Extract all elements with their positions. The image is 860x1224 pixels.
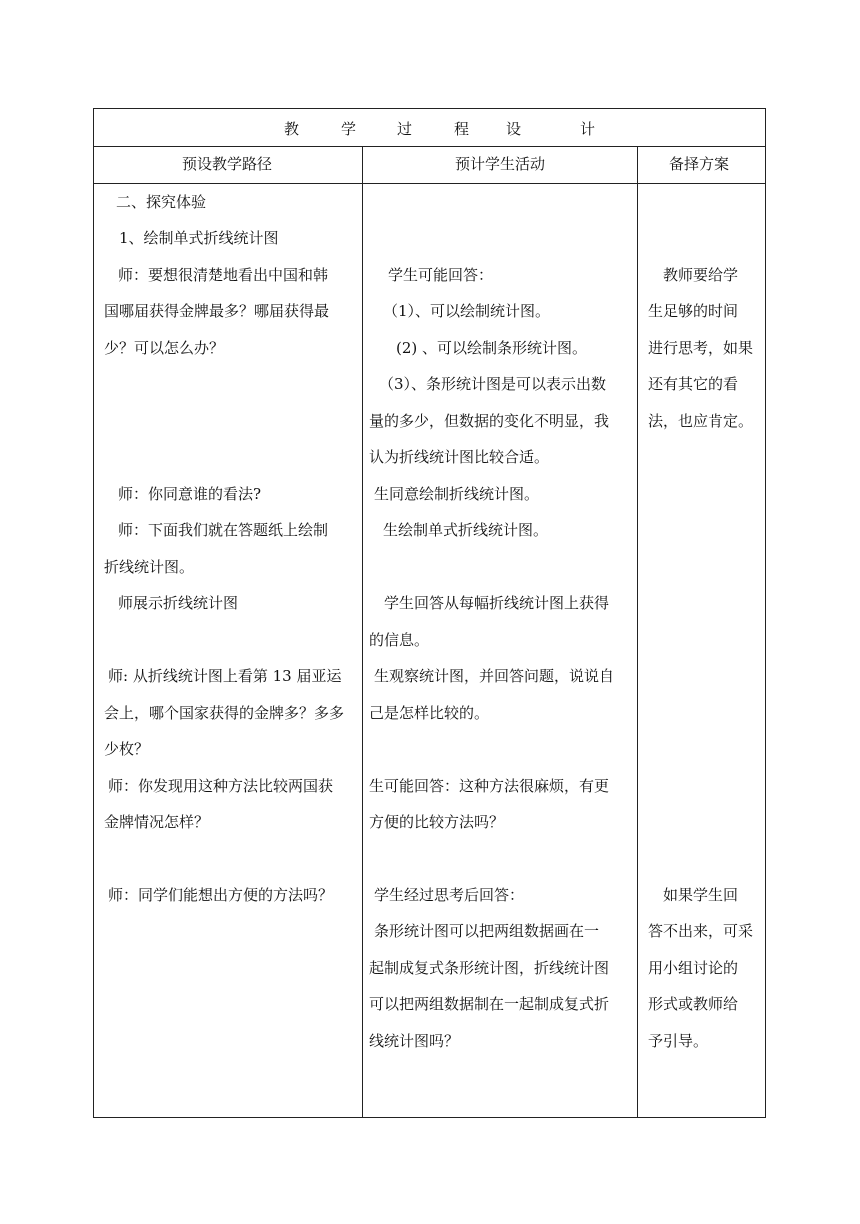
text-line: 形式或教师给: [648, 995, 739, 1013]
text-line: 生绘制单式折线统计图。: [383, 521, 549, 539]
text-line: 生同意绘制折线统计图。: [374, 485, 540, 503]
column-divider-2: [637, 146, 638, 1118]
text-line: 师：下面我们就在答题纸上绘制: [118, 521, 329, 539]
title-row-divider: [93, 146, 766, 147]
title-char: 设: [506, 120, 522, 138]
text-line: 教师要给学: [663, 266, 739, 284]
text-line: 生观察统计图，并回答问题，说说自: [374, 667, 615, 685]
text-line: 少？可以怎么办？: [104, 339, 225, 357]
header-teaching-path: 预设教学路径: [182, 155, 273, 173]
header-student-activity: 预计学生活动: [455, 155, 546, 173]
text-line: (2) 、可以绘制条形统计图。: [396, 339, 588, 357]
text-line: 少枚？: [104, 740, 150, 758]
text-line: 予引导。: [648, 1032, 709, 1050]
text-line: 学生经过思考后回答：: [374, 886, 525, 904]
table-border-bottom: [93, 1117, 766, 1118]
text-line: 答不出来，可采: [648, 922, 754, 940]
title-char: 计: [580, 120, 596, 138]
text-line: 还有其它的看: [648, 375, 739, 393]
text-line: 会上，哪个国家获得的金牌多？多多: [104, 704, 345, 722]
text-line: 生足够的时间: [648, 302, 739, 320]
text-line: （3）、条形统计图是可以表示出数: [379, 375, 607, 393]
text-line: 起制成复式条形统计图，折线统计图: [369, 959, 610, 977]
text-line: 师: 从折线统计图上看第 13 届亚运: [108, 667, 342, 685]
text-line: 法，也应肯定。: [648, 412, 754, 430]
header-alternative-plan: 备择方案: [669, 155, 730, 173]
table-border-left: [93, 108, 94, 1118]
text-line: 师：要想很清楚地看出中国和韩: [118, 266, 329, 284]
text-line: 金牌情况怎样？: [104, 813, 210, 831]
text-line: 学生回答从每幅折线统计图上获得: [384, 594, 610, 612]
text-line: 的信息。: [369, 631, 430, 649]
text-line: 折线统计图。: [104, 558, 195, 576]
title-char: 学: [341, 120, 357, 138]
text-line: 二、探究体验: [116, 193, 207, 211]
text-line: 师展示折线统计图: [118, 594, 239, 612]
text-line: 方便的比较方法吗？: [369, 813, 505, 831]
title-char: 教: [284, 120, 300, 138]
text-line: 1、绘制单式折线统计图: [119, 229, 279, 247]
title-char: 过: [397, 120, 413, 138]
text-line: 师：你发现用这种方法比较两国获: [108, 777, 334, 795]
text-line: 条形统计图可以把两组数据画在一: [374, 922, 600, 940]
text-line: 如果学生回: [663, 886, 739, 904]
text-line: 可以把两组数据制在一起制成复式折: [369, 995, 610, 1013]
text-line: （1）、可以绘制统计图。: [383, 302, 551, 320]
header-row-divider: [93, 183, 766, 184]
text-line: 量的多少，但数据的变化不明显，我: [369, 412, 610, 430]
column-divider-1: [362, 146, 363, 1118]
text-line: 用小组讨论的: [648, 959, 739, 977]
text-line: 进行思考，如果: [648, 339, 754, 357]
text-line: 己是怎样比较的。: [369, 704, 490, 722]
text-line: 学生可能回答：: [388, 266, 494, 284]
text-line: 师：同学们能想出方便的方法吗？: [108, 886, 334, 904]
text-line: 师：你同意谁的看法?: [118, 485, 262, 503]
title-char: 程: [454, 120, 470, 138]
text-line: 生可能回答：这种方法很麻烦，有更: [369, 777, 610, 795]
text-line: 认为折线统计图比较合适。: [369, 448, 550, 466]
table-border-top: [93, 108, 766, 109]
table-border-right: [765, 108, 766, 1118]
text-line: 线统计图吗？: [369, 1032, 460, 1050]
text-line: 国哪届获得金牌最多？哪届获得最: [104, 302, 330, 320]
